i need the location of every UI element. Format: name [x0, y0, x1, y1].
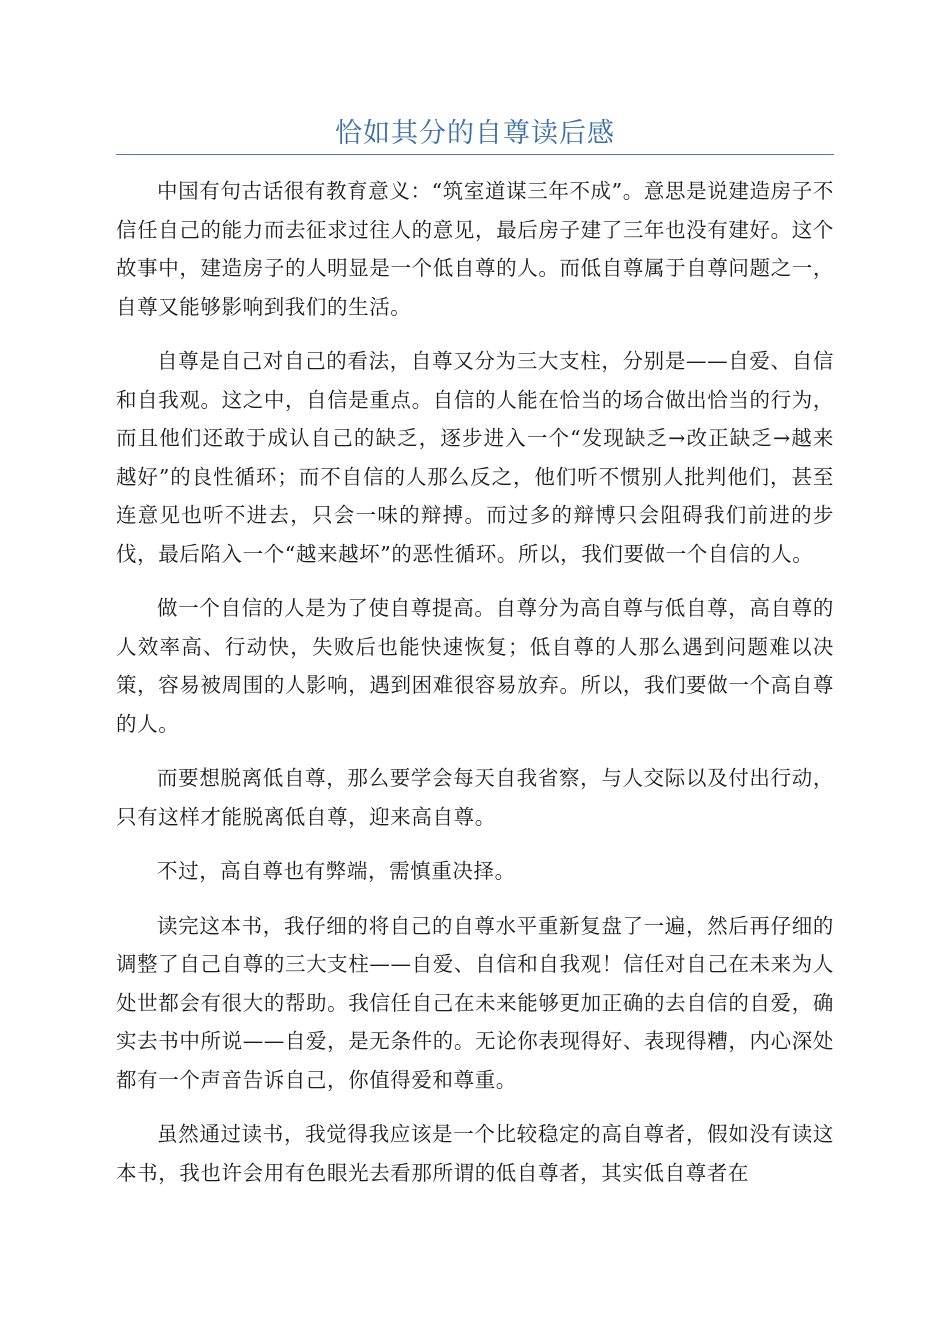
- paragraph-5: 不过，高自尊也有弊端，需慎重决择。: [157, 859, 516, 883]
- paragraph-2: 自尊是自己对自己的看法，自尊又分为三大支柱，分别是——自爱、自信和自我观。这之中，自信是重点。自信的人能在恰当的场合做出恰当的行为，而且他们还敢于成认自己的缺乏，逐步进入一个“发现缺乏→改正缺乏→越来越好”的良性循环；而不自信的人那么反之，他们听不惯别人批判他们，甚至连意见也听不进去，只会一味的辩搏。而过多的辩博只会阻碍我们前进的步伐，最后陷入一个“越来越坏”的恶性循环。所以，我们要做一个自信的人。: [116, 349, 834, 566]
- document-body: [116, 172, 834, 1208]
- paragraph-4: 而要想脱离低自尊，那么要学会每天自我省察，与人交际以及付出行动，只有这样才能脱离低自尊，迎来高自尊。: [116, 766, 834, 829]
- paragraph-6: 读完这本书，我仔细的将自己的自尊水平重新复盘了一遍，然后再仔细的调整了自己自尊的三大支柱——自爱、自信和自我观！信任对自己在未来为人处世都会有很大的帮助。我信任自己在未来能够更加正确的去自信的自爱，确实去书中所说——自爱，是无条件的。无论你表现得好、表现得糟，内心深处都有一个声音告诉自己，你值得爱和尊重。: [116, 913, 834, 1092]
- paragraph-3: 做一个自信的人是为了使自尊提高。自尊分为高自尊与低自尊，高自尊的人效率高、行动快，失败后也能快速恢复；低自尊的人那么遇到问题难以决策，容易被周围的人影响，遇到困难很容易放弃。所以，我们要做一个高自尊的人。: [116, 596, 834, 736]
- document-title: 恰如其分的自尊读后感: [335, 118, 615, 149]
- paragraph-1: 中国有句古话很有教育意义：“筑室道谋三年不成”。意思是说建造房子不信任自己的能力而去征求过往人的意见，最后房子建了三年也没有建好。这个故事中，建造房子的人明显是一个低自尊的人。而低自尊属于自尊问题之一，自尊又能够影响到我们的生活。: [116, 179, 834, 319]
- title-underline: [116, 154, 834, 155]
- paragraph-7: 虽然通过读书，我觉得我应该是一个比较稳定的高自尊者，假如没有读这本书，我也许会用有色眼光去看那所谓的低自尊者，其实低自尊者在: [116, 1122, 834, 1185]
